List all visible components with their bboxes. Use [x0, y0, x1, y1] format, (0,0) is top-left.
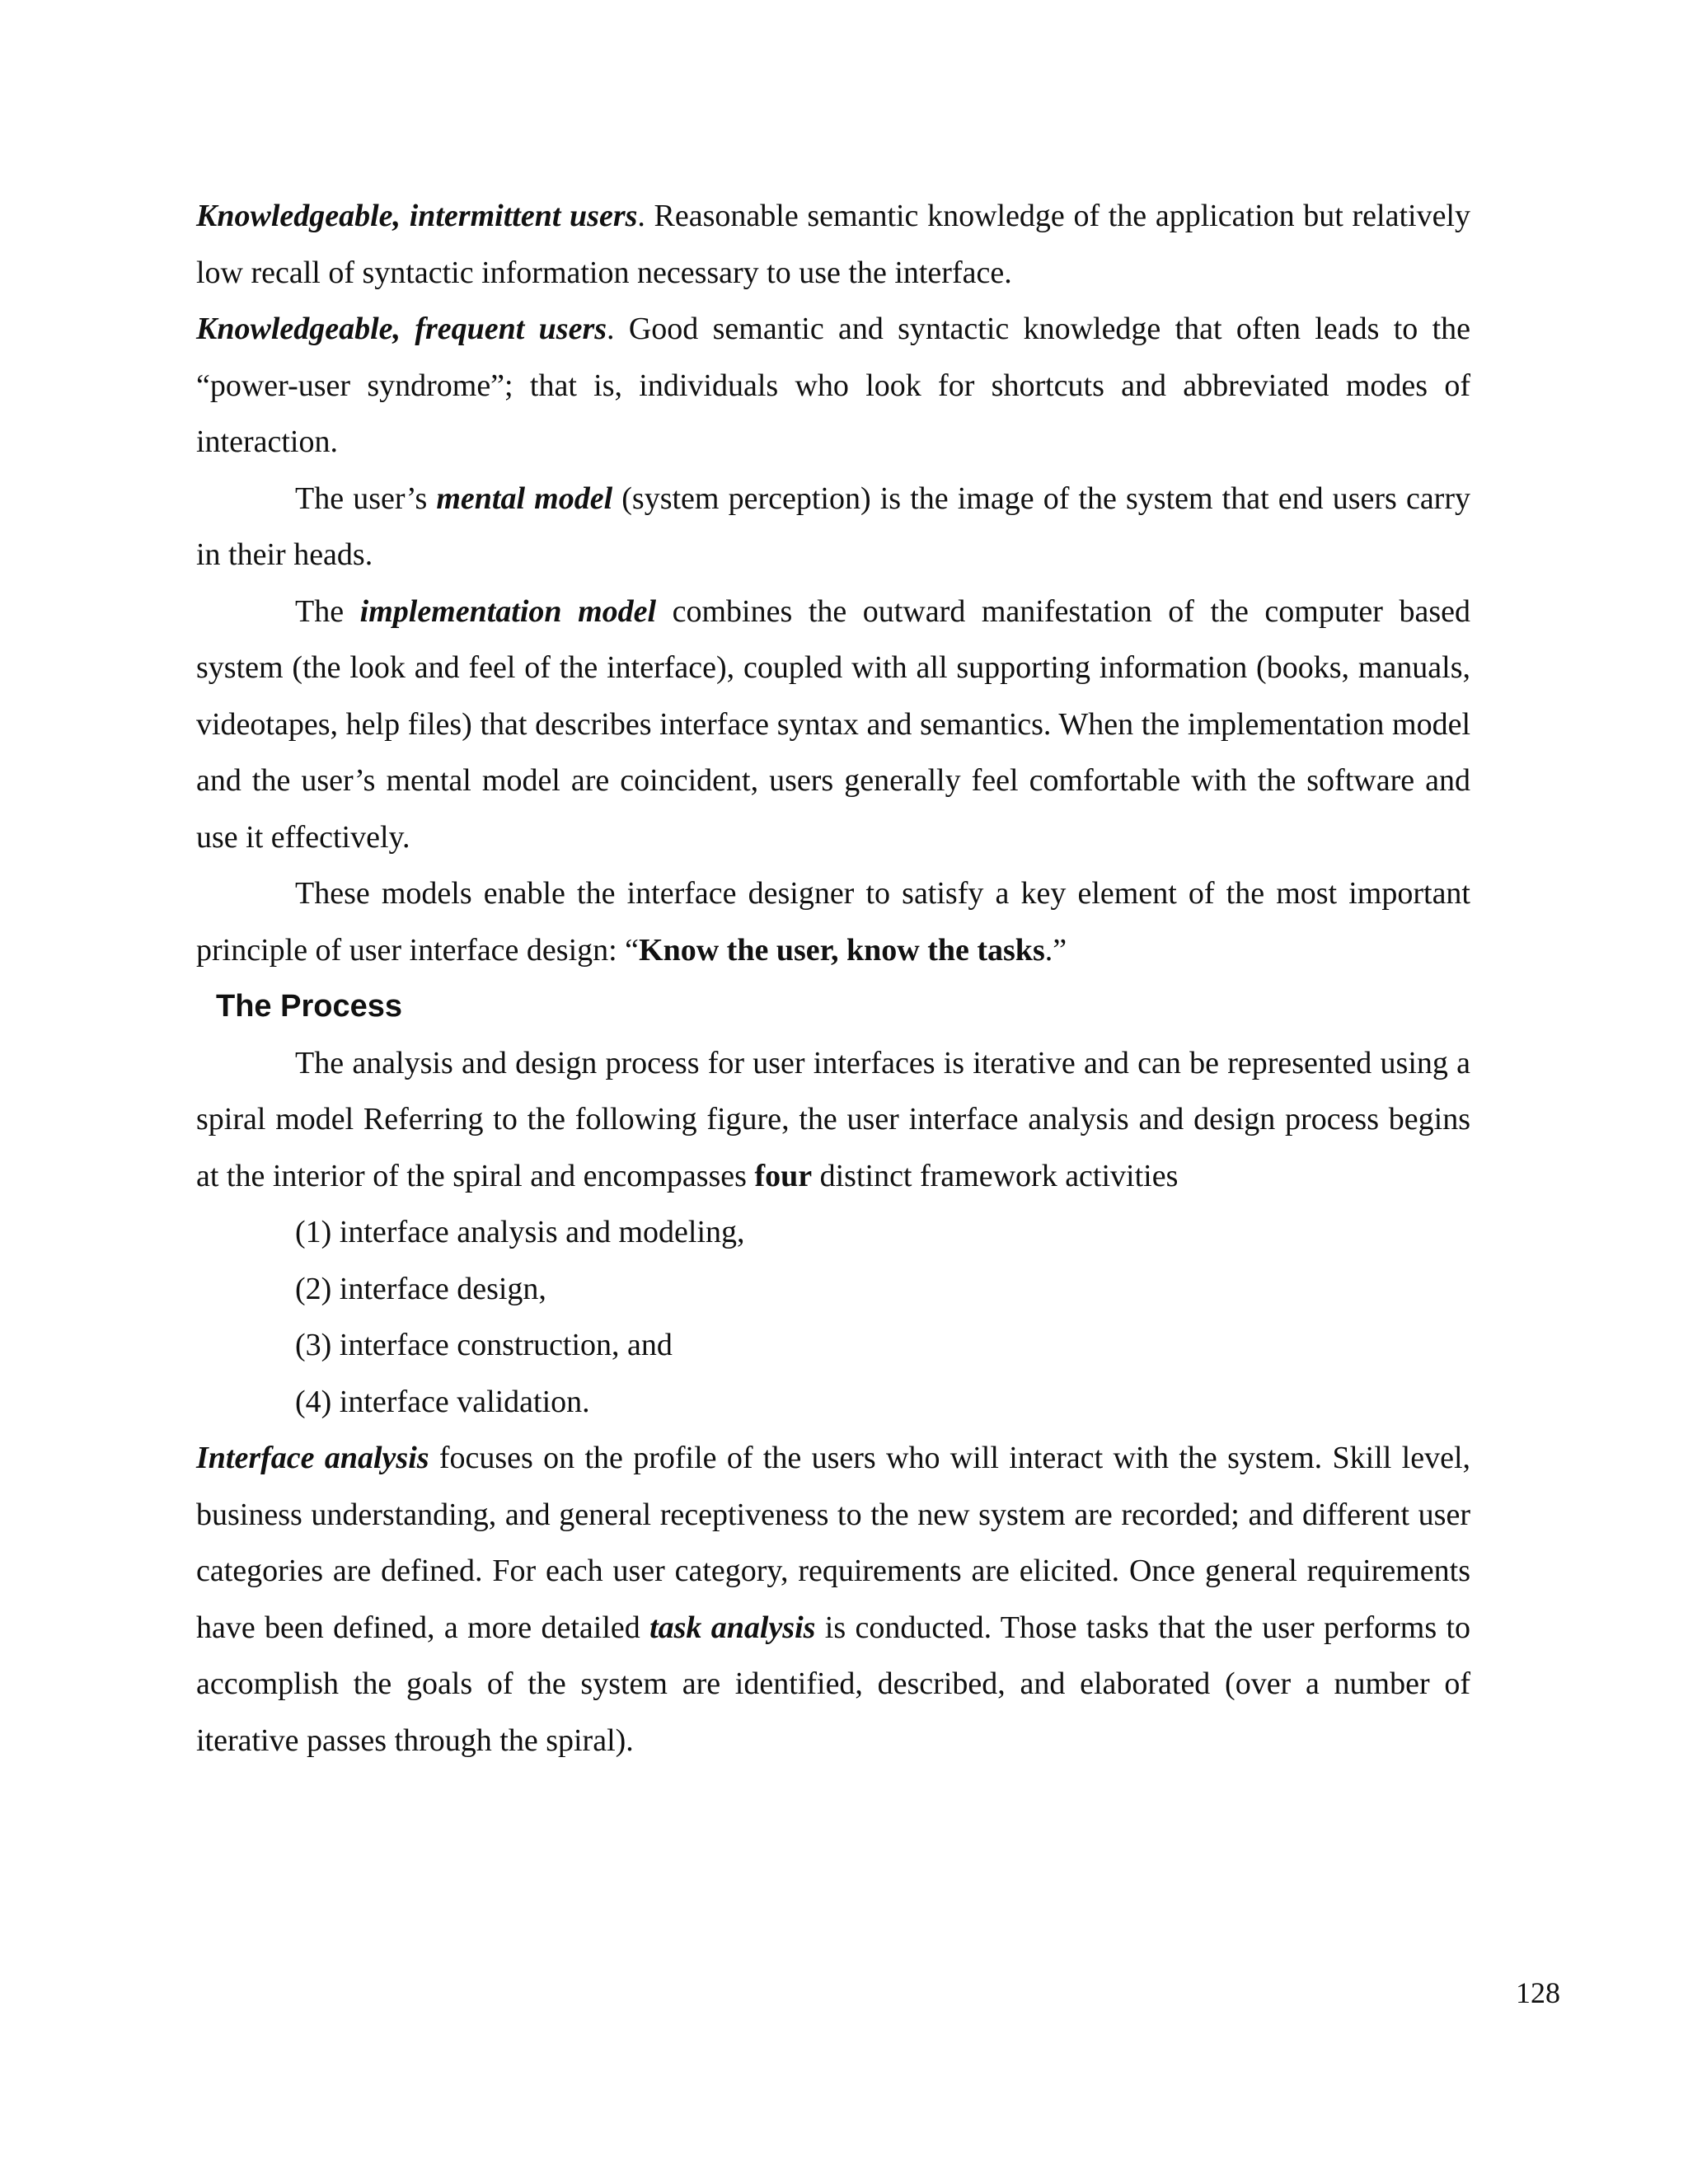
activities-list [196, 1204, 1470, 1430]
paragraph-principle [196, 865, 1470, 978]
text-process-after: distinct framework activities [812, 1158, 1179, 1193]
paragraph-interface-analysis [196, 1430, 1470, 1769]
page-number: 128 [1516, 1976, 1560, 2009]
text-frequent-users: . Good semantic and syntactic knowledge that often leads to the “power-user syndrome”; that is, individuals who look for shortcuts and abbreviated modes of interaction. [196, 312, 1471, 459]
text-interface-analysis-1: focuses on the profile of the users who will interact with the system. Skill level, business understanding, and general receptiveness to the new system are recorded; and different user categories are defined. For each user category, requirements are elicited. Once general requirements have been defined, a more detailed [196, 1441, 1470, 1645]
paragraph-intermittent-users [196, 188, 1470, 301]
term-interface-analysis: Interface analysis [196, 1441, 429, 1475]
text-process-before: The analysis and design process for user interfaces is iterative and can be represented using a spiral model Referring to the following figure, the user interface analysis and design process begins at the interior of the spiral and encompasses [196, 1045, 1470, 1193]
text-interface-analysis-2: is conducted. Those tasks that the user performs to accomplish the goals of the system are identified, described, and elaborated (over a number of iterative passes through the spiral). [196, 1610, 1470, 1758]
section-heading: The Process [216, 989, 402, 1024]
list-item: (4) interface validation. [295, 1384, 590, 1419]
list-item: (3) interface construction, and [295, 1328, 673, 1362]
text-mental-model-after: (system perception) is the image of the system that end users carry in their heads. [196, 480, 1470, 572]
text-process-bold: four [754, 1158, 813, 1193]
text-mental-model-before: The user’s [295, 480, 437, 516]
term-task-analysis: task analysis [649, 1610, 816, 1645]
term-implementation-model: implementation model [359, 593, 657, 629]
text-principle-after: .” [1044, 932, 1067, 968]
paragraph-frequent-users [196, 301, 1470, 471]
paragraph-process [196, 1035, 1470, 1205]
list-item: (2) interface design, [295, 1271, 546, 1306]
text-principle-before: These models enable the interface designer to satisfy a key element of the most important principle of user interface design: “ [196, 876, 1470, 968]
text-intermittent-users: . Reasonable semantic knowledge of the application but relatively low recall of syntactic information necessary to use the interface. [196, 199, 1470, 290]
text-implementation-after: combines the outward manifestation of the computer based system (the look and feel of the interface), coupled with all supporting information (books, manuals, videotapes, help files) that describes interface syntax and semantics. When the implementation model and the user’s mental model are coincident, users generally feel comfortable with the software and use it effectively. [196, 593, 1471, 855]
body-text [196, 188, 1470, 1769]
term-frequent-users: Knowledgeable, frequent users [196, 312, 607, 346]
text-principle-bold: Know the user, know the tasks [639, 932, 1045, 968]
list-item: (1) interface analysis and modeling, [295, 1215, 745, 1249]
paragraph-mental-model [196, 471, 1470, 583]
term-mental-model: mental model [436, 480, 613, 516]
paragraph-implementation-model [196, 583, 1470, 866]
term-intermittent-users: Knowledgeable, intermittent users [196, 199, 638, 233]
text-implementation-before: The [295, 593, 360, 629]
